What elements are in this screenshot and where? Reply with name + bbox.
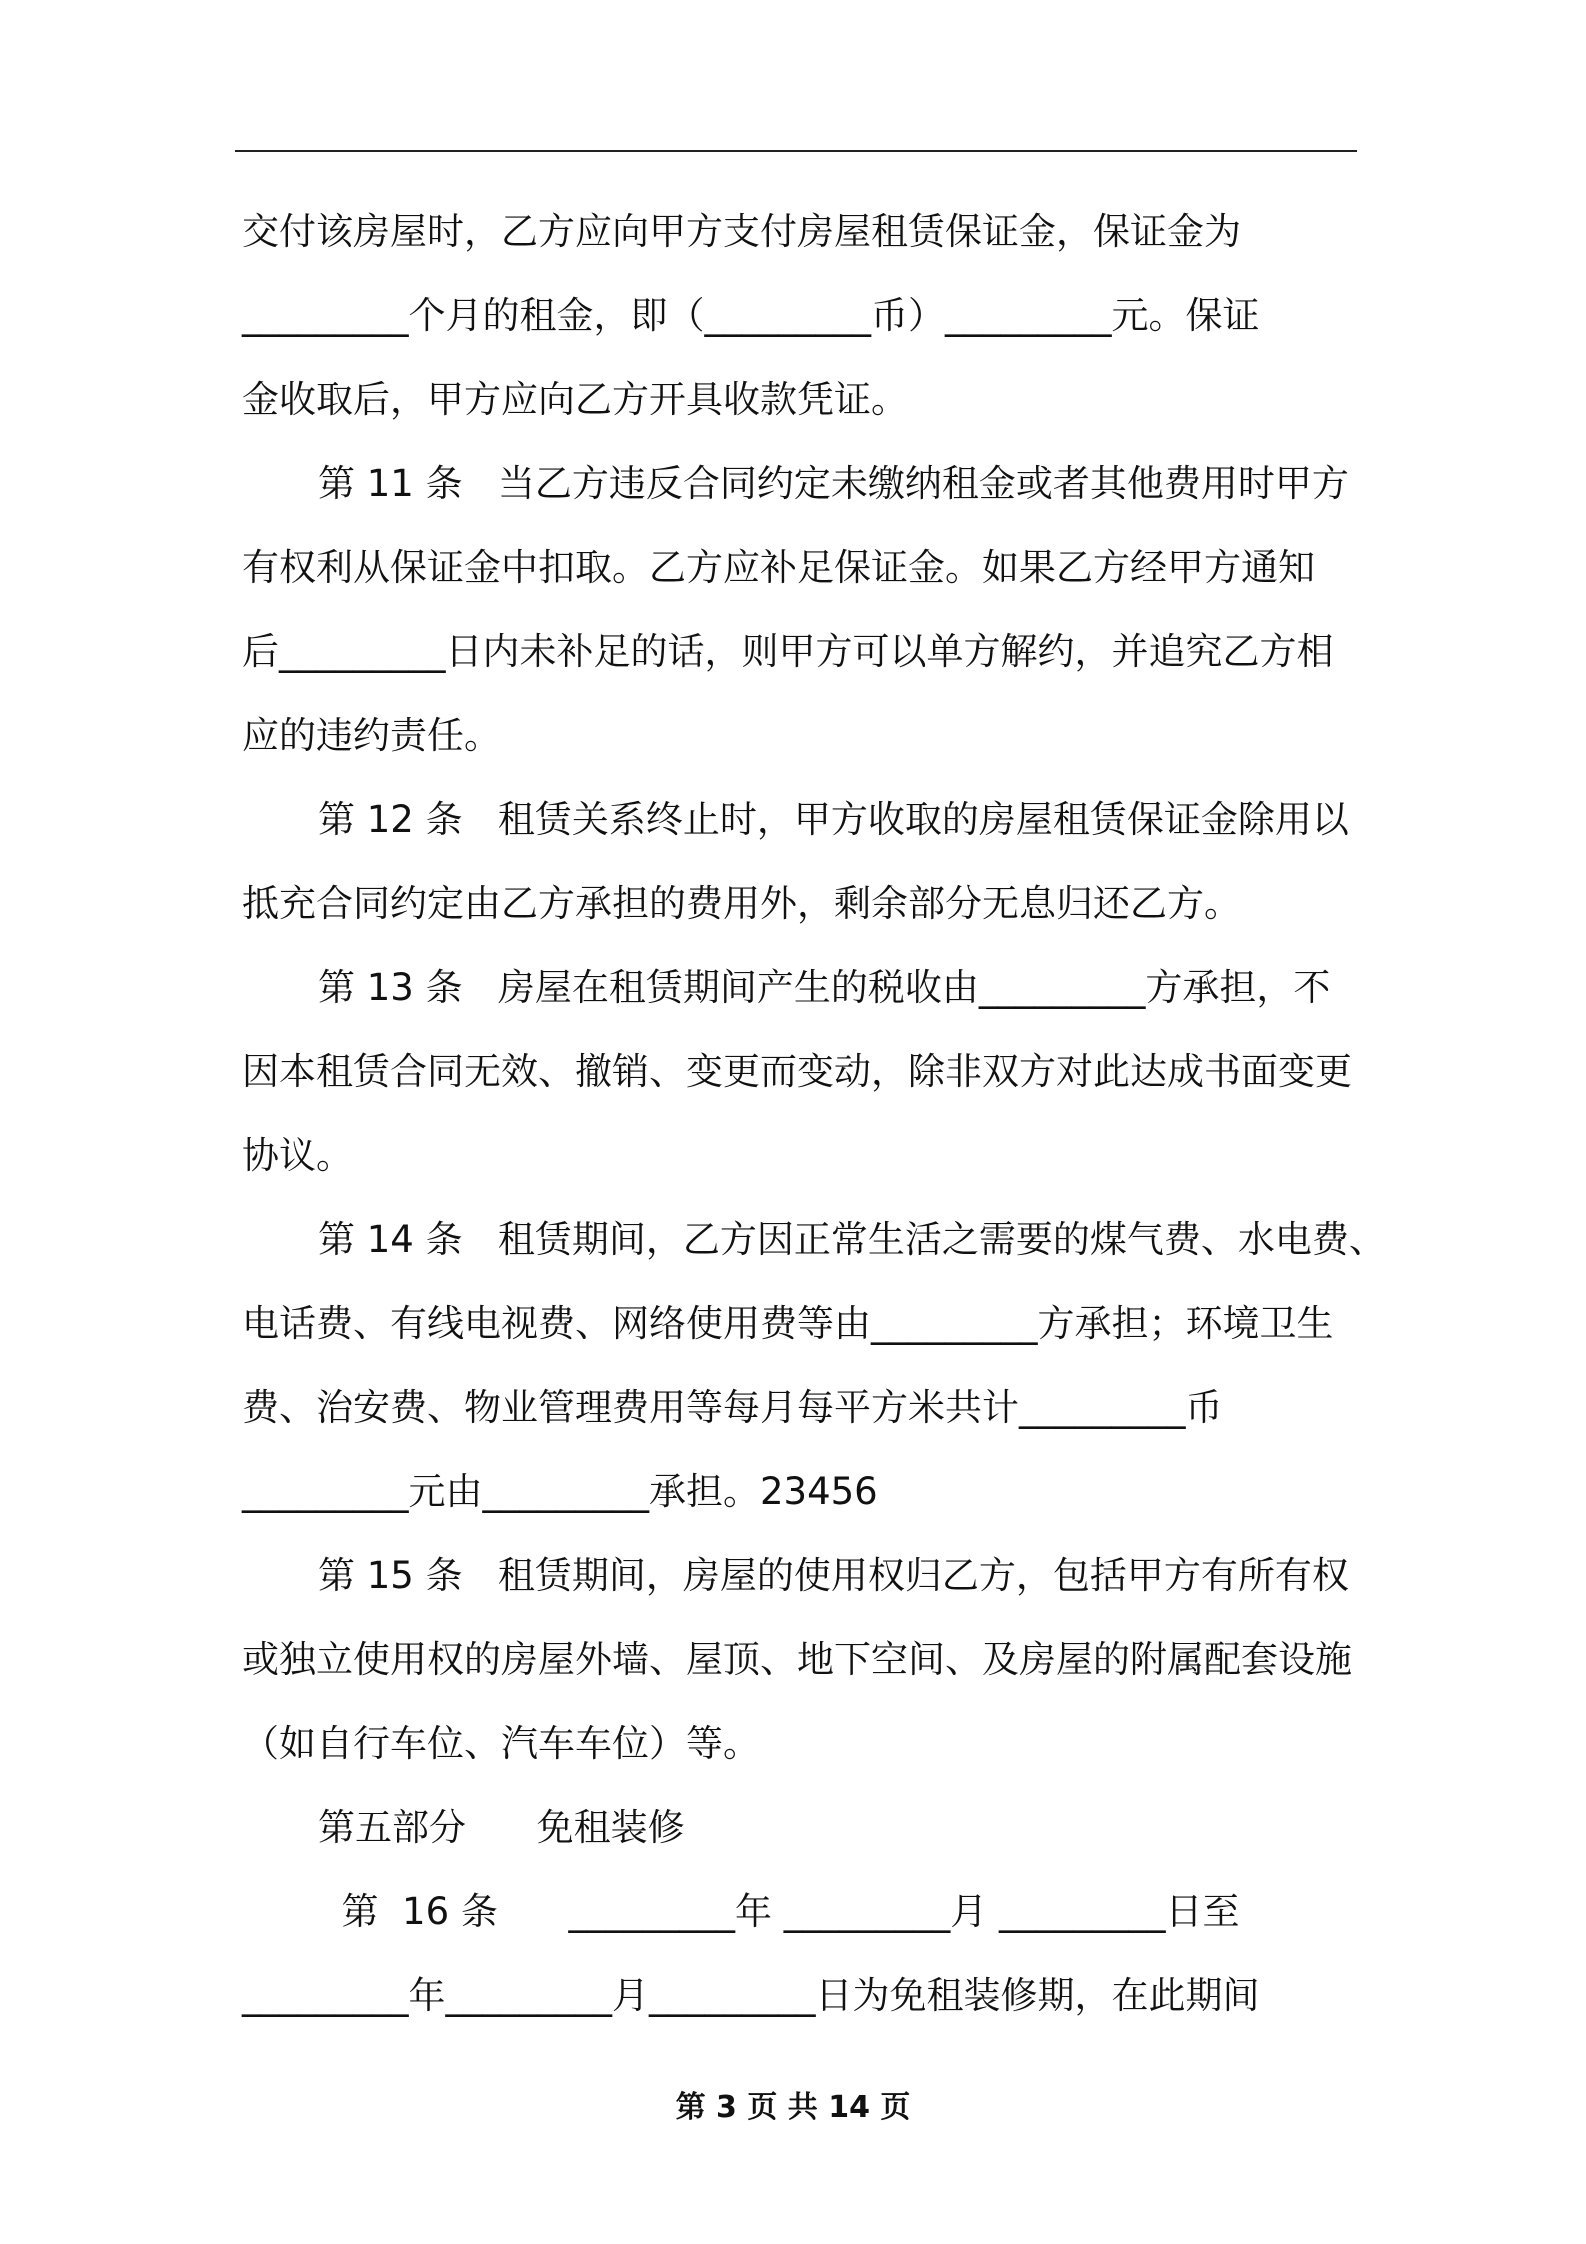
text-line: 抵充合同约定由乙方承担的费用外，剩余部分无息归还乙方。 (242, 882, 1241, 925)
article-15-heading-line: 第 15 条 租赁期间，房屋的使用权归乙方，包括甲方有所有权 (318, 1554, 1349, 1597)
text-line: 协议。 (242, 1134, 353, 1177)
text-line: _________年_________月_________日为免租装修期，在此期间 (242, 1974, 1260, 2017)
text-line: 费、治安费、物业管理费用等每月每平方米共计_________币 (242, 1386, 1223, 1429)
text-line: _________元由_________承担。23456 (242, 1470, 878, 1513)
article-12-heading-line: 第 12 条 租赁关系终止时，甲方收取的房屋租赁保证金除用以 (318, 798, 1349, 841)
article-11-heading-line: 第 11 条 当乙方违反合同约定未缴纳租金或者其他费用时甲方 (318, 462, 1349, 505)
text-line: 有权利从保证金中扣取。乙方应补足保证金。如果乙方经甲方通知 (242, 546, 1315, 589)
text-line: 金收取后，甲方应向乙方开具收款凭证。 (242, 378, 908, 421)
text-line: 交付该房屋时，乙方应向甲方支付房屋租赁保证金，保证金为 (242, 210, 1241, 253)
article-13-heading-line: 第 13 条 房屋在租赁期间产生的税收由_________方承担，不 (318, 966, 1331, 1009)
text-line: 后_________日内未补足的话，则甲方可以单方解约，并追究乙方相 (242, 630, 1334, 673)
text-line: _________个月的租金，即（_________币）_________元。保证 (242, 294, 1260, 337)
document-body (242, 190, 1386, 2038)
text-line: 因本租赁合同无效、撤销、变更而变动，除非双方对此达成书面变更 (242, 1050, 1352, 1093)
text-line: （如自行车位、汽车车位）等。 (242, 1722, 760, 1765)
section-title: 第五部分 免租装修 (318, 1806, 685, 1849)
text-line: 电话费、有线电视费、网络使用费等由_________方承担；环境卫生 (242, 1302, 1334, 1345)
page-number-footer: 第 3 页 共 14 页 (675, 2090, 911, 2125)
text-line: 或独立使用权的房屋外墙、屋顶、地下空间、及房屋的附属配套设施 (242, 1638, 1352, 1681)
text-line: 应的违约责任。 (242, 714, 501, 757)
article-14-heading-line: 第 14 条 租赁期间，乙方因正常生活之需要的煤气费、水电费、 (318, 1218, 1386, 1261)
article-16-heading-line: 第 16 条 _________年 _________月 _________日至 (318, 1890, 1240, 1933)
header-rule (235, 150, 1357, 152)
